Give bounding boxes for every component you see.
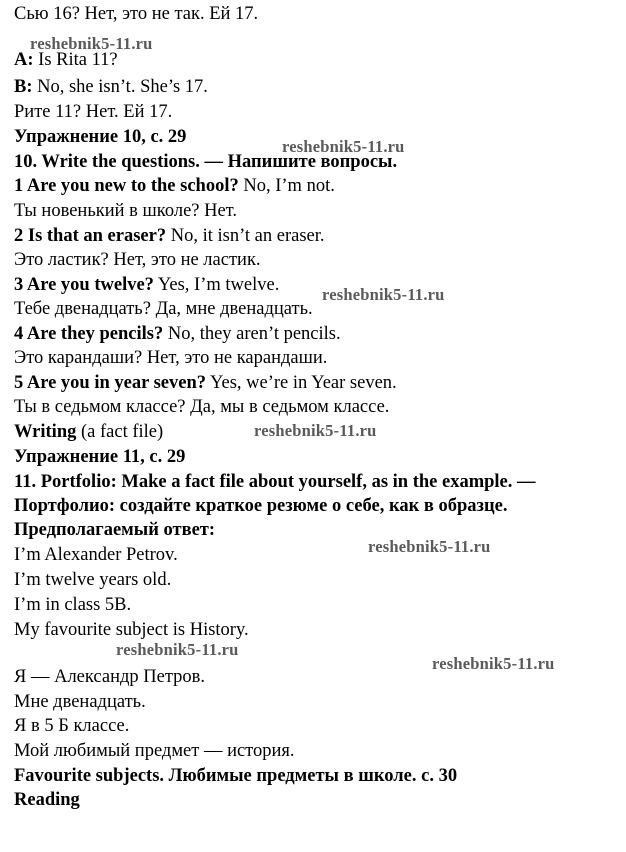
bold-text: Упражнение 11, с. 29 (14, 447, 186, 467)
text-line (14, 740, 295, 762)
text-span: Is Rita 11? (33, 50, 118, 70)
text-span: Это карандаши? Нет, это не карандаши. (14, 348, 328, 368)
bold-text: 2 Is that an eraser? (14, 226, 167, 246)
text-line (14, 200, 237, 222)
bold-text: Reading (14, 790, 80, 810)
text-line (14, 495, 507, 517)
watermark: reshebnik5-11.ru (432, 654, 555, 673)
watermark: reshebnik5-11.ru (116, 640, 239, 659)
bold-text: 1 Are you new to the school? (14, 176, 239, 196)
text-span: Это ластик? Нет, это не ластик. (14, 250, 261, 270)
text-span: I’m Alexander Petrov. (14, 545, 178, 565)
text-line (14, 126, 186, 148)
text-line (14, 544, 178, 566)
bold-text: 3 Are you twelve? (14, 275, 154, 295)
bold-text: 10. Write the questions. — Напишите вопросы. (14, 152, 398, 172)
text-span: (a fact file) (76, 422, 164, 442)
text-line (14, 396, 389, 418)
bold-text: Writing (14, 422, 77, 442)
text-line (14, 323, 341, 345)
text-span: Yes, we’re in Year seven. (206, 373, 397, 393)
text-line (14, 347, 327, 369)
text-span: Рите 11? Нет. Ей 17. (14, 102, 173, 122)
text-line (14, 175, 335, 197)
text-span: No, she isn’t. She’s 17. (32, 77, 208, 97)
text-line (14, 471, 536, 493)
bold-text: Упражнение 10, с. 29 (14, 127, 187, 147)
bold-text: B: (14, 77, 33, 97)
text-line (14, 101, 172, 123)
bold-text: 4 Are they pencils? (14, 324, 164, 344)
text-line (14, 715, 129, 737)
text-span: No, they aren’t pencils. (163, 324, 341, 344)
watermark: reshebnik5-11.ru (368, 537, 491, 556)
text-span: My favourite subject is History. (14, 620, 249, 640)
watermark: reshebnik5-11.ru (282, 137, 405, 156)
text-span: No, it isn’t an eraser. (166, 226, 325, 246)
text-span: Тебе двенадцать? Да, мне двенадцать. (14, 299, 313, 319)
text-span: Мне двенадцать. (14, 692, 146, 712)
text-line (14, 249, 261, 271)
watermark: reshebnik5-11.ru (322, 285, 445, 304)
text-line (14, 789, 80, 811)
text-span: Ты новенький в школе? Нет. (14, 201, 238, 221)
text-span: Мой любимый предмет — история. (14, 741, 295, 761)
text-span: Сью 16? Нет, это не так. Ей 17. (14, 4, 259, 24)
text-span: I’m in class 5B. (14, 595, 132, 615)
text-line (14, 765, 457, 787)
text-line (14, 594, 131, 616)
text-line (14, 298, 313, 320)
text-span: No, I’m not. (238, 176, 335, 196)
text-line (14, 274, 279, 296)
text-span: Я — Александр Петров. (14, 667, 205, 687)
text-line (14, 519, 215, 541)
text-line (14, 619, 249, 641)
text-line (14, 666, 205, 688)
text-line (14, 691, 146, 713)
bold-text: Favourite subjects. Любимые предметы в школе. с. 30 (14, 766, 458, 786)
bold-text: Портфолио: создайте краткое резюме о себе, как в образце. (14, 496, 508, 516)
bold-text: 11. Portfolio: Make a fact file about yourself, as in the example. — (14, 472, 536, 492)
text-span: Я в 5 Б классе. (14, 716, 130, 736)
text-line (14, 372, 397, 394)
watermark: reshebnik5-11.ru (254, 421, 377, 440)
text-span: I’m twelve years old. (14, 570, 172, 590)
text-line (14, 569, 171, 591)
text-span: Ты в седьмом классе? Да, мы в седьмом классе. (14, 397, 390, 417)
text-line (14, 3, 258, 25)
bold-text: Предполагаемый ответ: (14, 520, 216, 540)
text-line (14, 76, 208, 98)
watermark: reshebnik5-11.ru (30, 34, 153, 53)
text-line (14, 421, 163, 443)
text-span: Yes, I’m twelve. (153, 275, 280, 295)
bold-text: 5 Are you in year seven? (14, 373, 207, 393)
text-line (14, 225, 325, 247)
text-line (14, 446, 185, 468)
bold-text: A: (14, 50, 34, 70)
